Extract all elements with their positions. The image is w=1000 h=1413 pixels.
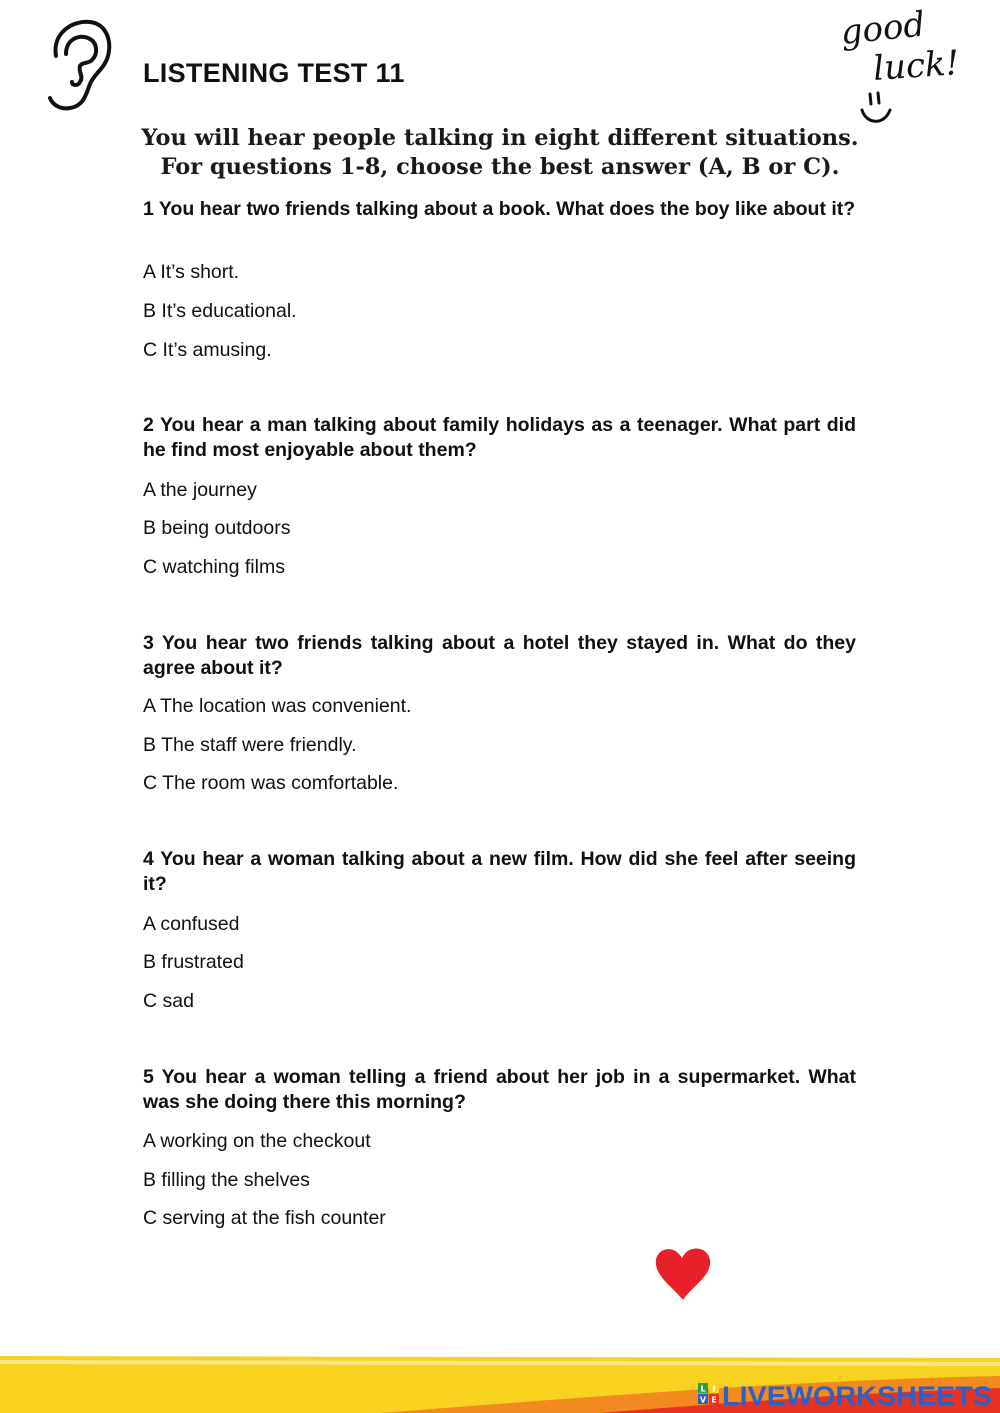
logo-letter: L	[700, 1384, 706, 1394]
page-title: LISTENING TEST 11	[143, 58, 405, 88]
logo-letter: V	[699, 1395, 707, 1405]
instruction-line: For questions 1-8, choose the best answer (A, B or C).	[160, 154, 840, 180]
q2-option-a[interactable]: A the journey	[143, 479, 257, 501]
footer-banner	[0, 1356, 1000, 1413]
question-4: 4 You hear a woman talking about a new film. How did she feel after seeing it?	[143, 848, 856, 895]
instructions	[100, 124, 900, 182]
q3-option-b[interactable]: B The staff were friendly.	[143, 734, 357, 756]
q4-option-a[interactable]: A confused	[143, 913, 240, 935]
liveworksheets-brand[interactable]: LIVEWORKSHEETS	[722, 1381, 992, 1411]
ear-icon	[44, 16, 114, 114]
good-luck-line2: luck!	[871, 43, 961, 89]
q4-option-b[interactable]: B frustrated	[143, 951, 244, 973]
logo-letter: I	[712, 1384, 716, 1394]
q2-option-c[interactable]: C watching films	[143, 556, 285, 578]
question-1: 1 You hear two friends talking about a book. What does the boy like about it?	[143, 198, 856, 220]
question-3: 3 You hear two friends talking about a hotel they stayed in. What do they agree about it?	[143, 632, 856, 679]
logo-letter: E	[711, 1395, 717, 1405]
heart-icon	[652, 1242, 714, 1304]
q5-option-b[interactable]: B filling the shelves	[143, 1169, 310, 1191]
q2-option-b[interactable]: B being outdoors	[143, 517, 291, 539]
good-luck-line1: good	[838, 4, 927, 53]
q3-option-a[interactable]: A The location was convenient.	[143, 695, 412, 717]
q1-option-a[interactable]: A It’s short.	[143, 261, 240, 283]
good-luck-note	[836, 4, 986, 132]
question-2: 2 You hear a man talking about family holidays as a teenager. What part did he find most enjoyable about them?	[143, 414, 856, 461]
q5-option-c[interactable]: C serving at the fish counter	[143, 1207, 386, 1229]
smiley-icon	[862, 93, 890, 121]
q5-option-a[interactable]: A working on the checkout	[143, 1130, 371, 1152]
q3-option-c[interactable]: C The room was comfortable.	[143, 772, 399, 794]
q4-option-c[interactable]: C sad	[143, 990, 194, 1012]
q1-option-b[interactable]: B It’s educational.	[143, 300, 297, 322]
question-5: 5 You hear a woman telling a friend about her job in a supermarket. What was she doing there this morning?	[143, 1066, 856, 1113]
instruction-line: You will hear people talking in eight different situations.	[141, 125, 859, 151]
q1-option-c[interactable]: C It’s amusing.	[143, 339, 272, 361]
